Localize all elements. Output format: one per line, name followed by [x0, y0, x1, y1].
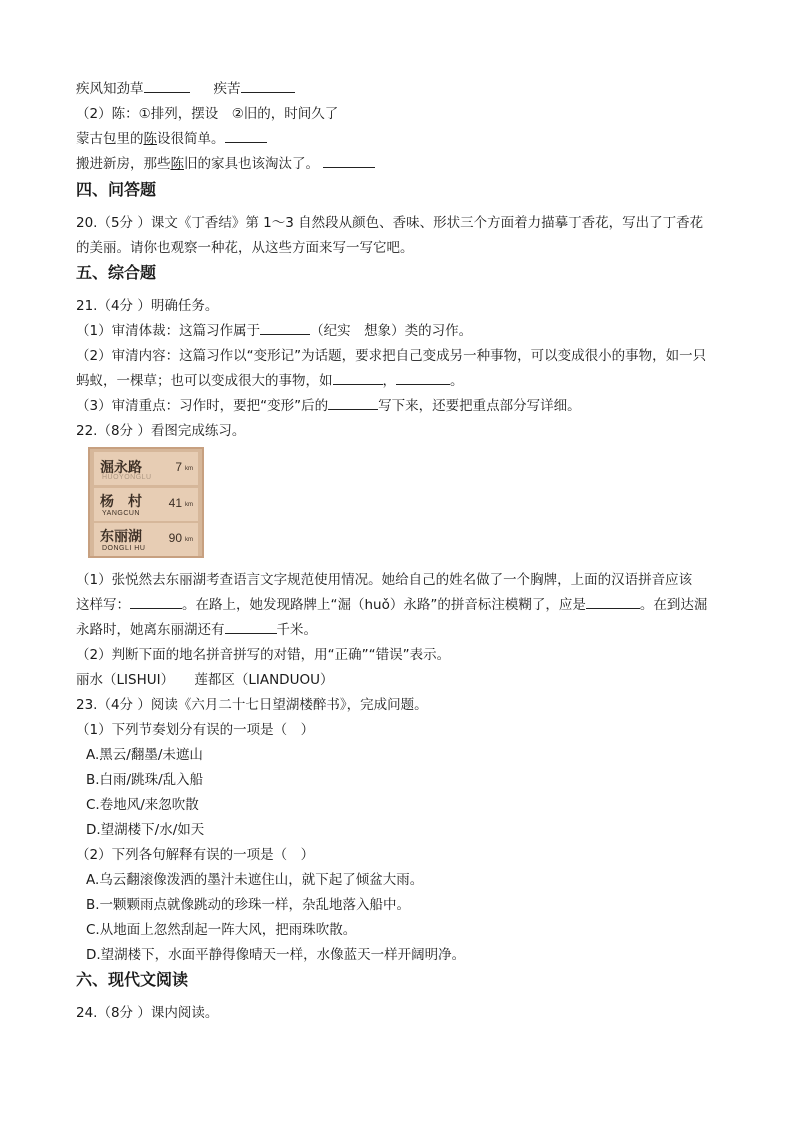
question-20-line-1: 20.（5分 ）课文《丁香结》第 1～3 自然段从颜色、香味、形状三个方面着力描摹丁香花，写出了丁香花 [76, 215, 704, 231]
section-heading-qa: 四、问答题 [76, 180, 157, 199]
option-D[interactable]: D.望湖楼下/水/如天 [86, 822, 205, 838]
line-wind-grass [76, 80, 295, 98]
answer-blank[interactable] [241, 80, 295, 93]
question-22-part-2: （2）判断下面的地名拼音拼写的对错，用“正确”“错误”表示。 [76, 647, 451, 663]
underlined-char: 陈 [143, 131, 157, 147]
question-21-part-3: （3）审清重点：习作时，要把“变形”后的 写下来，还要把重点部分写详细。 [76, 398, 581, 414]
line-chen-meaning: （2）陈：①排列，摆设 ②旧的，时间久了 [76, 106, 339, 122]
question-22-part-1-line-3: 永路时，她离东丽湖还有 千米。 [76, 622, 317, 638]
answer-blank[interactable] [333, 372, 383, 385]
answer-blank[interactable] [586, 596, 640, 609]
sign-row: 东丽湖 DONGLI HU 90 km [94, 523, 198, 556]
sign-row: 淈永路 HUOYONGLU 7 km [94, 452, 198, 485]
question-21-part-1: （1）审清体裁：这篇习作属于 （纪实 想象）类的习作。 [76, 323, 473, 339]
answer-blank[interactable] [225, 130, 267, 143]
option-A[interactable]: A.黑云/翻墨/未遮山 [86, 747, 203, 763]
answer-blank[interactable] [323, 155, 375, 168]
option-B[interactable]: B.白雨/跳珠/乱入船 [86, 772, 204, 788]
option-B[interactable]: B.一颗颗雨点就像跳动的珍珠一样，杂乱地落入船中。 [86, 897, 411, 913]
option-A[interactable]: A.乌云翻滚像泼洒的墨汁未遮住山，就下起了倾盆大雨。 [86, 872, 424, 888]
question-22-part-1-line-1: （1）张悦然去东丽湖考查语言文字规范使用情况。她给自己的姓名做了一个胸牌，上面的汉语拼音应该 [76, 572, 693, 588]
line-mongol-yurt: 蒙古包里的陈设很简单。 [76, 130, 267, 148]
question-24-title: 24.（8分 ）课内阅读。 [76, 1005, 219, 1021]
road-sign-image [88, 447, 204, 558]
section-heading-comprehensive: 五、综合题 [76, 263, 157, 282]
question-20-line-2: 的美丽。请你也观察一种花，从这些方面来写一写它吧。 [76, 240, 414, 256]
question-21-title: 21.（4分 ）明确任务。 [76, 298, 219, 314]
question-23-part-1: （1）下列节奏划分有误的一项是（ ） [76, 722, 315, 738]
answer-blank[interactable] [396, 372, 450, 385]
option-C[interactable]: C.从地面上忽然刮起一阵大风，把雨珠吹散。 [86, 922, 357, 938]
question-23-title: 23.（4分 ）阅读《六月二十七日望湖楼醉书》，完成问题。 [76, 697, 428, 713]
question-22-part-1-line-2: 这样写： 。在路上，她发现路牌上“淈（huǒ）永路”的拼音标注模糊了，应是 。在到达淈 [76, 597, 708, 613]
line-new-house: 搬进新房，那些陈旧的家具也该淘汰了。 [76, 155, 375, 173]
option-C[interactable]: C.卷地风/来忽吹散 [86, 797, 199, 813]
answer-blank[interactable] [144, 80, 190, 93]
underlined-char: 陈 [170, 156, 184, 172]
answer-blank[interactable] [260, 322, 310, 335]
word-1: 疾风知劲草 [76, 81, 144, 97]
section-heading-modern-reading: 六、现代文阅读 [76, 970, 189, 989]
question-21-part-2-line-2: 蚂蚁，一棵草；也可以变成很大的事物，如 ， 。 [76, 373, 464, 389]
answer-blank[interactable] [328, 397, 378, 410]
question-23-part-2: （2）下列各句解释有误的一项是（ ） [76, 847, 315, 863]
question-21-part-2-line-1: （2）审清内容：这篇习作以“变形记”为话题，要求把自己变成另一种事物，可以变成很小的事物，如一只 [76, 348, 707, 364]
sign-row: 杨 村 YANGCUN 41 km [94, 488, 198, 521]
option-D[interactable]: D.望湖楼下，水面平静得像晴天一样，水像蓝天一样开阔明净。 [86, 947, 466, 963]
question-22-place-names: 丽水（LISHUI） 莲都区（LIANDUOU） [76, 672, 334, 688]
word-2: 疾苦 [213, 81, 241, 97]
answer-blank[interactable] [130, 596, 182, 609]
question-22-title: 22.（8分 ）看图完成练习。 [76, 423, 246, 439]
answer-blank[interactable] [225, 621, 277, 634]
